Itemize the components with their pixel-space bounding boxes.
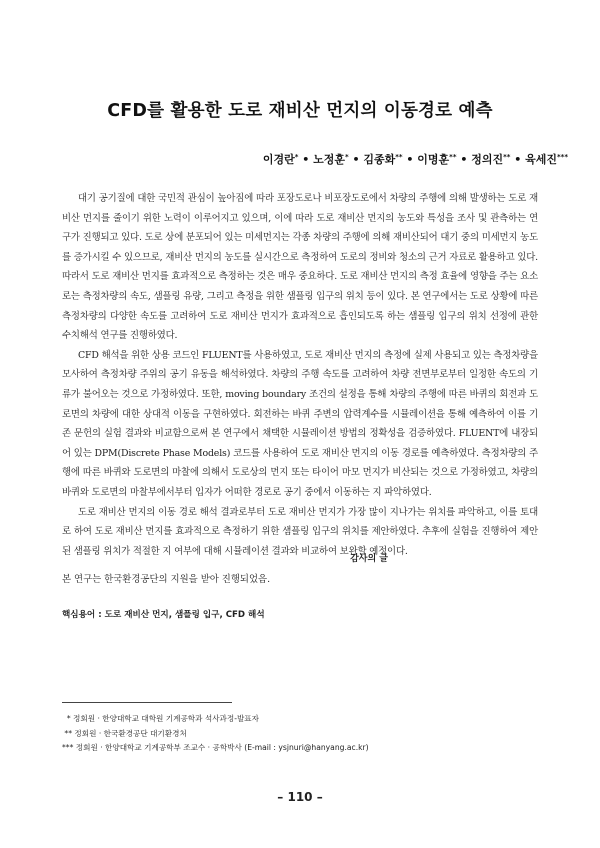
paragraph-3: 도로 재비산 먼지의 이동 경로 해석 결과로부터 도로 재비산 먼지가 가장 많이 지나가는 위치를 파악하고, 이를 토대로 하여 도로 재비산 먼지를 효과적으로 측정하기 위한 샘플링 입구의 위치를 제안하였다. 추후에 실험을 진행하여 제안된 샘플링 위치가 적절한 지 여부에 대해 시뮬레이션 결과와 비교하여 보완할 예정이다. <box>62 506 538 557</box>
author-affiliation-mark: * <box>294 153 299 161</box>
abstract-body <box>62 189 538 561</box>
author-separator: • <box>510 153 526 166</box>
paper-title: CFD를 활용한 도로 재비산 먼지의 이동경로 예측 <box>107 101 493 121</box>
author-name: 이명훈 <box>417 153 450 166</box>
acknowledgment-text: 본 연구는 한국환경공단의 지원을 받아 진행되었음. <box>62 574 271 585</box>
author-separator: • <box>456 153 472 166</box>
footnotes <box>62 712 542 756</box>
keywords: 핵심용어 : 도로 재비산 먼지, 샘플링 입구, CFD 해석 <box>62 610 265 620</box>
footnote-1: * 정회원 · 한양대학교 대학원 기계공학과 석사과정-발표자 <box>62 714 259 723</box>
author-name: 정의진 <box>471 153 504 166</box>
author-affiliation-mark: * <box>344 153 349 161</box>
author-affiliation-mark: ** <box>503 153 511 161</box>
author-separator: • <box>348 153 364 166</box>
author-name: 김종화 <box>363 153 396 166</box>
author-separator: • <box>402 153 418 166</box>
author-name: 육세진 <box>525 153 558 166</box>
author-affiliation-mark: *** <box>557 153 568 161</box>
footnote-divider <box>62 702 232 703</box>
author-affiliation-mark: ** <box>449 153 457 161</box>
paragraph-1: 대기 공기질에 대한 국민적 관심이 높아짐에 따라 포장도로나 비포장도로에서 차량의 주행에 의해 발생하는 도로 재비산 먼지를 줄이기 위한 노력이 이루어지고 있으며, 이에 따라 도로 재비산 먼지의 농도와 특성을 조사 및 관측하는 연구가 진행되고 있다. 도로 상에 분포되어 있는 미세먼지는 각종 차량의 주행에 의해 재비산되어 대기 중의 미세먼지 농도를 증가시킬 수 있으므로, 재비산 먼지의 농도를 실시간으로 측정하여 도로의 정비와 청소의 근거 자료로 활용하고 있다. 따라서 도로 재비산 먼지를 효과적으로 측정하는 것은 매우 중요하다. 도로 재비산 먼지의 측정 효율에 영향을 주는 요소로는 측정차량의 속도, 샘플링 유량, 그리고 측정을 위한 샘플링 입구의 위치 등이 있다. 본 연구에서는 도로 상황에 따른 측정차량의 다양한 속도를 고려하여 도로 재비산 먼지가 효과적으로 흡인되도록 하는 샘플링 입구의 위치 선정에 관한 수치해석 연구를 진행하였다. <box>62 193 538 342</box>
footnote-3: *** 정회원 · 한양대학교 기계공학부 조교수 · 공학박사 (E-mail : ysjnuri@hanyang.ac.kr) <box>62 743 369 752</box>
author-name: 노정훈 <box>313 153 345 166</box>
author-name: 이경란 <box>262 153 295 166</box>
page-number: – 110 – <box>277 790 323 804</box>
author-affiliation-mark: ** <box>395 153 403 161</box>
acknowledgment-title: 감사의 글 <box>350 554 388 564</box>
author-list <box>0 151 600 167</box>
paragraph-2: CFD 해석을 위한 상용 코드인 FLUENT를 사용하였고, 도로 재비산 먼지의 측정에 실제 사용되고 있는 측정차량을 모사하여 측정차량 주위의 공기 유동을 해석하였다. 차량의 주행 속도를 고려하여 차량 전면부로부터 일정한 속도의 기류가 불어오는 것으로 가정하였다. 또한, moving boundary 조건의 설정을 통해 차량의 주행에 따른 바퀴의 회전과 도로면의 차량에 대한 상대적 이동을 구현하였다. 회전하는 바퀴 주변의 압력계수를 시뮬레이션을 통해 예측하여 이를 기존 문헌의 실험 결과와 비교함으로써 본 연구에서 채택한 시뮬레이션 방법의 정확성을 검증하였다. FLUENT에 내장되어 있는 DPM(Discrete Phase Models) 코드를 사용하여 도로 재비산 먼지의 이동 경로를 예측하였다. 측정차량의 주행에 따른 바퀴와 도로면의 마찰에 의해서 도로상의 먼지 또는 타이어 마모 먼지가 비산되는 것으로 가정하였고, 차량의 바퀴와 도로면의 마찰부에서부터 입자가 어떠한 경로로 공기 중에서 이동하는 지 파악하였다. <box>62 349 538 498</box>
footnote-2: ** 정회원 · 한국환경공단 대기환경처 <box>62 728 187 738</box>
author-separator: • <box>298 153 314 166</box>
